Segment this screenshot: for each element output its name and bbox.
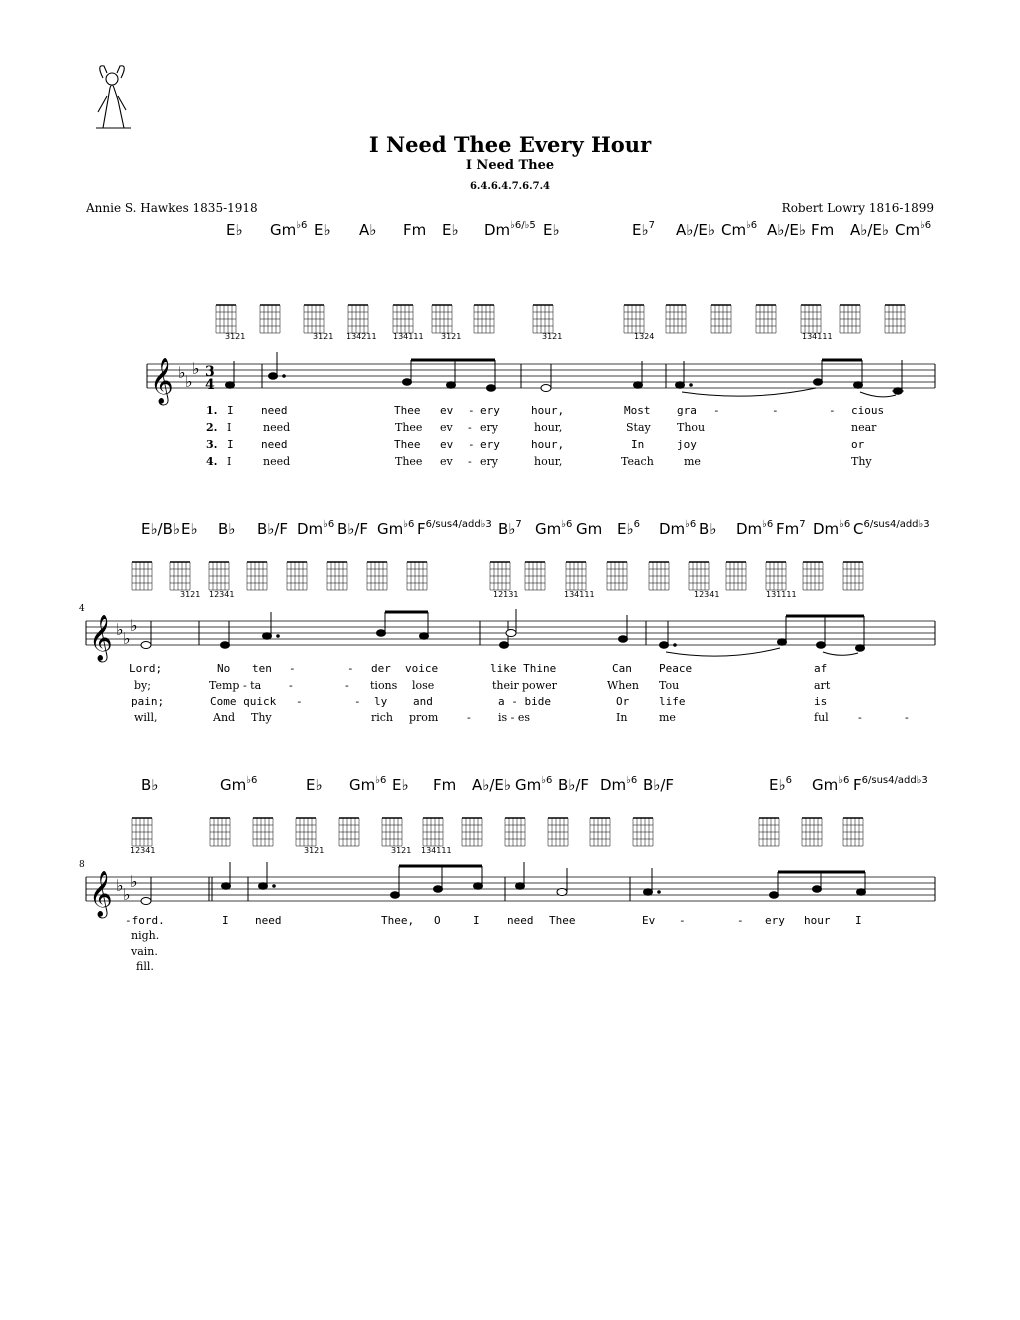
chord-symbol: $F^{6/sus4/add♭3}$ <box>417 519 492 538</box>
svg-text:4: 4 <box>205 377 215 393</box>
lyric-syllable: Thou <box>677 421 706 434</box>
lyric-syllable: - <box>713 404 720 417</box>
lyric-syllable: - <box>905 711 909 724</box>
chord-symbol: A♭/E♭ <box>850 221 889 239</box>
lyric-syllable: - <box>829 404 836 417</box>
chord-symbol: E♭ <box>306 776 323 794</box>
lyric-syllable: I <box>222 914 229 927</box>
lyric-syllable: - <box>296 695 303 708</box>
chord-symbol: B♭ <box>141 776 159 794</box>
lyric-syllable: need <box>263 455 291 468</box>
lyric-syllable: der <box>371 662 391 675</box>
lyric-syllable: Stay <box>626 421 651 434</box>
lyric-syllable: Thee <box>394 438 421 451</box>
fingering-label: 12341 <box>694 590 720 599</box>
fingering-label: 134111 <box>564 590 595 599</box>
lyric-syllable: art <box>814 679 831 692</box>
lyric-syllable: by; <box>134 679 151 692</box>
lyric-syllable: Thee, <box>381 914 415 927</box>
chord-symbol: Fm$^7$ <box>776 519 806 538</box>
fingering-label: 3121 <box>542 332 563 341</box>
lyric-syllable: Thee <box>549 914 576 927</box>
lyric-syllable: need <box>507 914 534 927</box>
composer-credit: Robert Lowry 1816-1899 <box>781 201 934 215</box>
chord-diagrams-graphics-1 <box>216 305 905 333</box>
lyric-syllable: hour, <box>531 404 565 417</box>
lyric-syllable: need <box>263 421 291 434</box>
lyric-syllable: -ford. <box>125 914 165 927</box>
lyric-syllable: like Thine <box>490 662 557 675</box>
lyric-syllable: I <box>227 455 232 468</box>
lyric-syllable: Thee <box>395 455 423 468</box>
verse-number: 1. <box>206 404 218 417</box>
svg-text:♭: ♭ <box>116 620 124 639</box>
chord-symbol: Fm <box>811 221 835 239</box>
lyric-syllable: Temp - ta <box>209 679 262 692</box>
chord-diagrams-graphics-3 <box>132 818 863 846</box>
verse-number: 3. <box>206 438 218 451</box>
chord-symbol: B♭/F <box>257 520 289 538</box>
lyric-syllable: Most <box>624 404 651 417</box>
fingering-label: 12341 <box>130 846 156 855</box>
lyric-syllable: is - es <box>498 711 531 724</box>
svg-text:♭: ♭ <box>130 872 138 891</box>
lyric-syllable: And <box>213 711 236 724</box>
lyric-syllable: pain; <box>131 695 165 708</box>
chord-symbol: E♭ <box>181 520 198 538</box>
lyric-syllable: ery <box>480 438 500 451</box>
lyric-syllable: their <box>492 679 519 692</box>
chord-symbol: E♭ <box>442 221 459 239</box>
fingering-label: 3121 <box>225 332 246 341</box>
svg-text:♭: ♭ <box>185 372 193 391</box>
lyric-syllable: Ev <box>642 914 656 927</box>
lyric-syllable: In <box>616 711 628 724</box>
lyric-syllable: Teach <box>621 455 654 468</box>
lyric-syllable: and <box>413 695 433 708</box>
lyric-syllable: - <box>772 404 779 417</box>
lyric-syllable: I <box>227 421 232 434</box>
lyric-syllable: prom <box>409 711 439 724</box>
lyric-syllable: hour, <box>534 455 563 468</box>
chord-symbol: $Gm^{♭6}$ <box>349 775 387 794</box>
fingering-label: 12131 <box>493 590 519 599</box>
meter-label: 6.4.6.4.7.6.7.4 <box>469 181 551 192</box>
chord-symbol: E♭ <box>543 221 560 239</box>
lyric-syllable: power <box>522 679 557 692</box>
key-signature <box>116 359 200 904</box>
chord-symbol: $Dm^{♭6}$ <box>736 519 774 538</box>
svg-text:♭: ♭ <box>123 885 131 904</box>
lyric-syllable: - <box>289 679 293 692</box>
lyric-syllable: I <box>473 914 480 927</box>
lyric-syllable: is <box>814 695 828 708</box>
chord-symbol: E♭ <box>226 221 243 239</box>
lyric-syllable: Come quick <box>210 695 277 708</box>
lyric-syllable: life <box>659 695 686 708</box>
lyric-syllable: ful <box>814 711 829 724</box>
fingering-label: 3121 <box>304 846 325 855</box>
fingering-label: 134111 <box>393 332 424 341</box>
fingering-label: 134111 <box>802 332 833 341</box>
lyric-syllable: When <box>607 679 639 692</box>
treble-clef-icon <box>89 358 174 919</box>
chord-symbol: E♭/B♭ <box>141 520 180 538</box>
lyric-syllable: Or <box>616 695 630 708</box>
chord-symbol: E♭$^7$ <box>632 220 655 239</box>
chord-symbol: A♭/E♭ <box>472 776 511 794</box>
notes-2 <box>141 609 865 656</box>
lyric-syllable: - <box>468 455 472 468</box>
chord-symbol: $F^{6/sus4/add♭3}$ <box>853 775 928 794</box>
verse-number: 4. <box>206 455 218 468</box>
lyric-syllable: gra <box>677 404 697 417</box>
chord-symbol: $Dm^{♭6/♭5}$ <box>484 220 536 239</box>
chord-symbol: B♭/F <box>337 520 369 538</box>
lyric-syllable: I <box>855 914 862 927</box>
lyric-syllable: No <box>217 662 231 675</box>
lyric-syllable: Tou <box>659 679 680 692</box>
lyric-syllable: me <box>684 455 701 468</box>
chord-symbol: B♭$^7$ <box>498 519 522 538</box>
lyric-syllable: ev <box>440 455 453 468</box>
chord-symbol: A♭/E♭ <box>676 221 715 239</box>
lyric-syllable: ev <box>440 404 454 417</box>
lyric-syllable: - <box>679 914 686 927</box>
lyric-syllable: - <box>468 438 475 451</box>
chord-symbol: $Dm^{♭6}$ <box>297 519 335 538</box>
lyric-syllable: - <box>345 679 349 692</box>
lyric-syllable: - <box>347 662 354 675</box>
lyric-syllable: Can <box>612 662 632 675</box>
chord-symbol: B♭ <box>699 520 717 538</box>
chord-symbol: $Gm^{♭6}$ <box>220 775 258 794</box>
lyric-syllable: need <box>255 914 282 927</box>
lyric-syllable: ery <box>480 404 500 417</box>
lyric-syllable: or <box>851 438 865 451</box>
lyric-syllable: tions <box>370 679 398 692</box>
svg-text:♭: ♭ <box>130 616 138 635</box>
fingering-label: 12341 <box>209 590 235 599</box>
poet-credit: Annie S. Hawkes 1835-1918 <box>86 201 258 215</box>
chord-symbol: $Dm^{♭6}$ <box>813 519 851 538</box>
lyric-syllable: joy <box>677 438 697 451</box>
lyric-syllable: - <box>467 711 471 724</box>
song-title: I Need Thee Every Hour <box>368 132 652 157</box>
svg-text:𝄞: 𝄞 <box>89 615 113 661</box>
lyric-syllable: lose <box>412 679 435 692</box>
chord-symbol: A♭ <box>359 221 377 239</box>
fingering-label: 3121 <box>180 590 201 599</box>
chord-symbol: B♭/F <box>558 776 590 794</box>
lyric-syllable: ten <box>252 662 272 675</box>
fingering-label: 134211 <box>346 332 377 341</box>
chord-symbol: $Gm^{♭6}$ <box>535 519 573 538</box>
chord-symbol: Gm <box>576 520 603 538</box>
lyric-syllable: Thee <box>395 421 423 434</box>
fingering-label: 134111 <box>421 846 452 855</box>
lyric-syllable: - <box>858 711 862 724</box>
lyric-syllable: rich <box>371 711 394 724</box>
lyric-syllable: - <box>737 914 744 927</box>
fingering-label: 131111 <box>766 590 797 599</box>
lyric-syllable: ery <box>480 421 498 434</box>
chord-symbol: $Cm^{♭6}$ <box>721 220 758 239</box>
lyric-syllable: fill. <box>136 960 154 973</box>
lyric-syllable: ev <box>440 421 453 434</box>
lyric-syllable: will, <box>134 711 158 724</box>
fingering-label: 3121 <box>391 846 412 855</box>
lyric-syllable: I <box>227 438 234 451</box>
svg-text:3: 3 <box>205 364 215 380</box>
chord-symbol: $Gm^{♭6}$ <box>377 519 415 538</box>
chord-diagrams-graphics-2 <box>132 562 863 590</box>
lyric-syllable: - <box>468 404 475 417</box>
chord-symbol: $Gm^{♭6}$ <box>270 220 308 239</box>
lyric-syllable: hour, <box>534 421 563 434</box>
time-signature <box>205 364 215 393</box>
lyric-syllable: need <box>261 404 288 417</box>
chord-symbol: $Dm^{♭6}$ <box>600 775 638 794</box>
lyric-syllable: cious <box>851 404 885 417</box>
chord-symbol: A♭/E♭ <box>767 221 806 239</box>
lyric-syllable: vain. <box>131 945 158 958</box>
fingering-label: 1324 <box>634 332 655 341</box>
chord-symbol: $C^{6/sus4/add♭3}$ <box>853 519 930 538</box>
song-subtitle: I Need Thee <box>465 158 555 173</box>
notes-1 <box>226 352 905 397</box>
lyric-syllable: ery <box>765 914 785 927</box>
lyric-syllable: Thy <box>251 711 272 724</box>
svg-text:♭: ♭ <box>192 359 200 378</box>
chord-symbol: E♭ <box>392 776 409 794</box>
measure-number: 8 <box>79 860 85 870</box>
lyric-syllable: In <box>631 438 645 451</box>
lyric-syllable: me <box>659 711 676 724</box>
svg-text:♭: ♭ <box>116 876 124 895</box>
lyric-syllable: voice <box>405 662 439 675</box>
lyric-syllable: - <box>468 421 472 434</box>
lyric-syllable: Lord; <box>129 662 163 675</box>
lyric-syllable: O <box>434 914 441 927</box>
chord-symbol: B♭/F <box>643 776 675 794</box>
lyric-syllable: a - bide <box>498 695 551 708</box>
chord-symbol: $Gm^{♭6}$ <box>812 775 850 794</box>
svg-text:♭: ♭ <box>123 629 131 648</box>
chord-symbol: E♭$^6$ <box>769 775 792 794</box>
chord-symbol: B♭ <box>218 520 236 538</box>
chord-symbol: Fm <box>433 776 457 794</box>
lyric-syllable: near <box>851 421 877 434</box>
fingering-label: 3121 <box>313 332 334 341</box>
lyric-syllable: ly <box>374 695 388 708</box>
lyric-syllable: Thy <box>851 455 872 468</box>
lyric-syllable: need <box>261 438 288 451</box>
lyric-syllable: hour, <box>531 438 565 451</box>
lyric-syllable: nigh. <box>131 929 160 942</box>
svg-text:𝄞: 𝄞 <box>89 871 113 917</box>
lyric-syllable: ev <box>440 438 454 451</box>
lyric-syllable: - <box>354 695 361 708</box>
lyric-syllable: Thee <box>394 404 421 417</box>
chord-symbol: Fm <box>403 221 427 239</box>
lyric-syllable: af <box>814 662 828 675</box>
chord-symbol: E♭$^6$ <box>617 519 640 538</box>
verse-number: 2. <box>206 421 218 434</box>
measure-number: 4 <box>79 604 85 614</box>
svg-text:♭: ♭ <box>178 363 186 382</box>
lyric-syllable: Peace <box>659 662 693 675</box>
lyric-syllable: - <box>289 662 296 675</box>
chord-symbol: $Dm^{♭6}$ <box>659 519 697 538</box>
lyric-syllable: ery <box>480 455 498 468</box>
lyric-syllable: I <box>227 404 234 417</box>
chord-symbol: E♭ <box>314 221 331 239</box>
svg-text:𝄞: 𝄞 <box>150 358 174 404</box>
chord-symbol: $Cm^{♭6}$ <box>895 220 932 239</box>
fingering-label: 3121 <box>441 332 462 341</box>
lyric-syllable: hour <box>804 914 831 927</box>
chord-symbol: $Gm^{♭6}$ <box>515 775 553 794</box>
